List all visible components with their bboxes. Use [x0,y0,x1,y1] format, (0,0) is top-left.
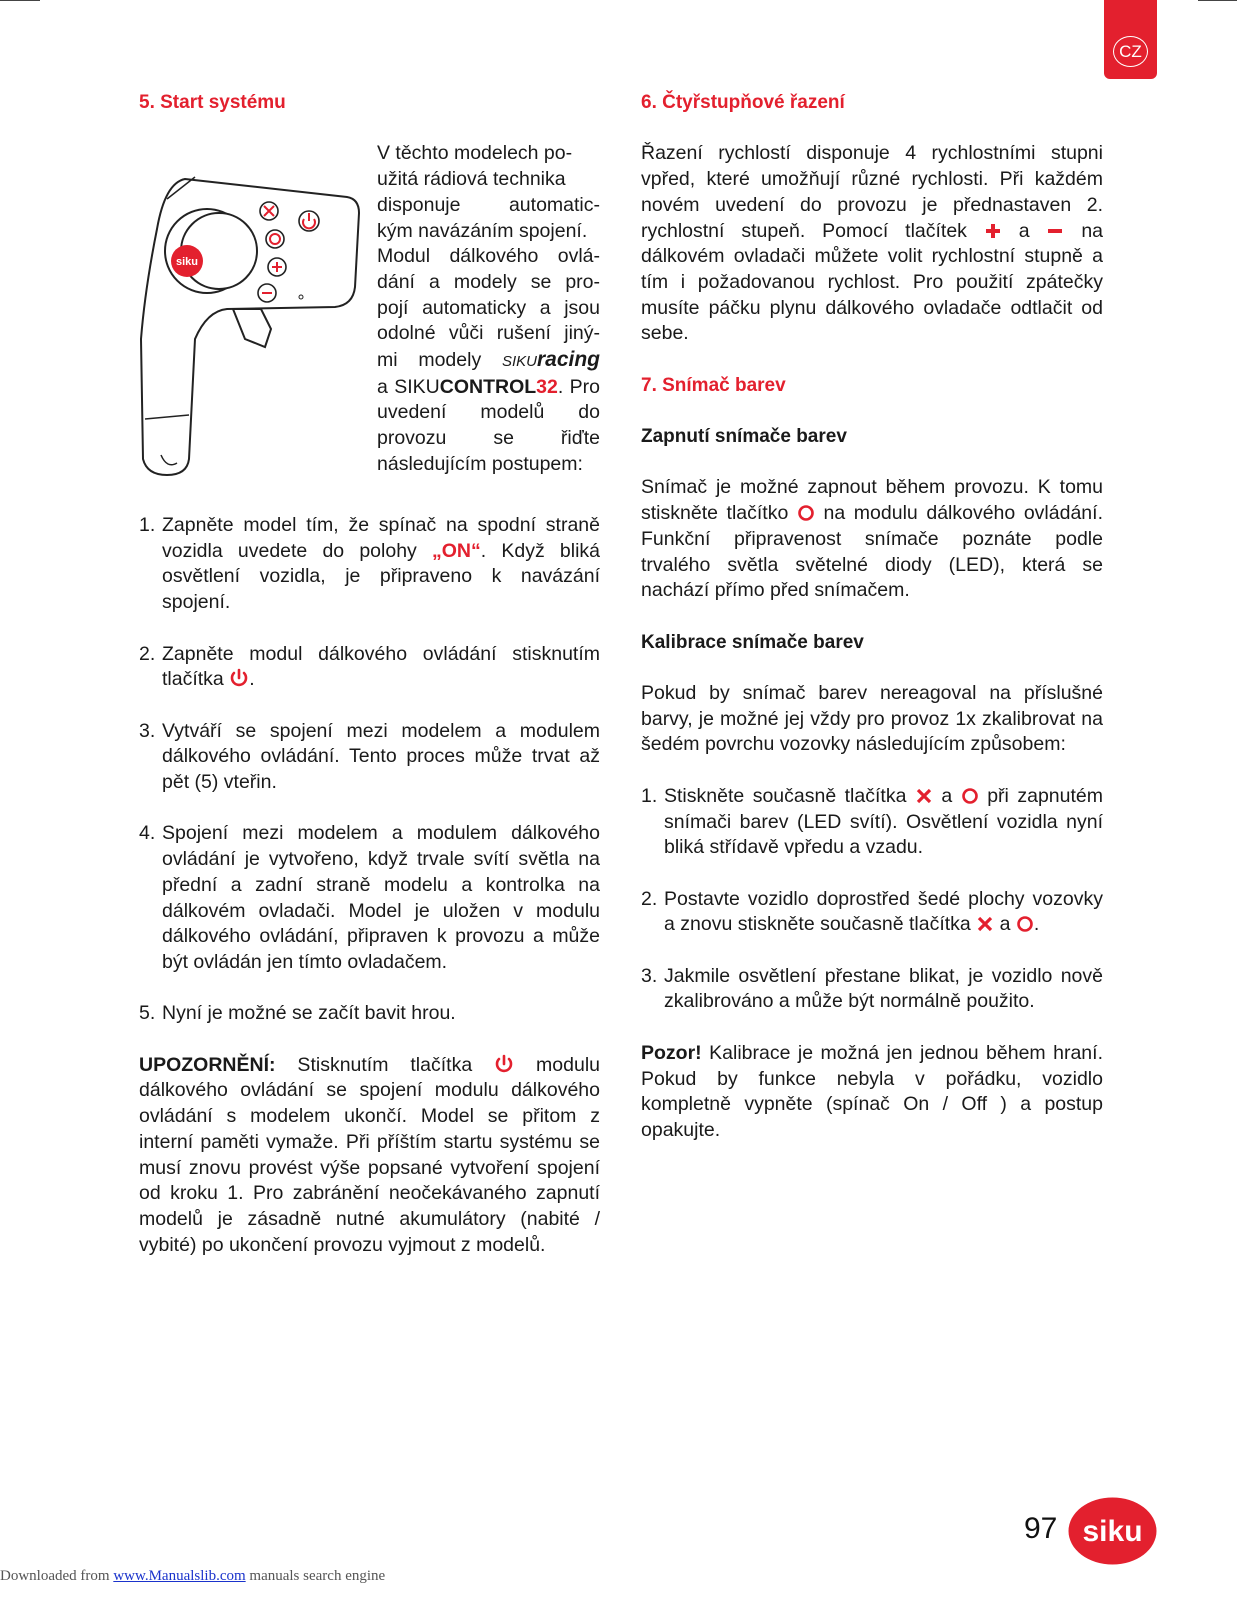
step-text: Zapněte modul dálkového ovládání stisknutím tlačítka [162,642,600,691]
minus-icon [1046,222,1064,240]
section-7-heading: 7. Snímač barev [641,374,786,396]
note-paragraph [641,1041,1103,1144]
intro-paragraph [377,141,600,477]
manualslib-link[interactable]: www.Manualslib.com [113,1568,246,1584]
sensor-on-subheading: Zapnutí snímače barev [641,426,847,448]
intro-line: disponuje automatic- [377,193,600,216]
power-icon [229,668,249,688]
siku-racing-logo [502,349,600,371]
x-button-icon [976,915,994,933]
step-text: Stiskněte současně tlačítka [664,784,915,807]
warning-label: UPOZORNĚNÍ: [139,1053,276,1076]
step-text: a [932,784,961,807]
startup-steps-list [139,513,600,1027]
siku-racing-racing: racing [536,348,601,372]
right-column [641,90,1103,1144]
plus-icon [984,222,1002,240]
sensor-text: na modulu dálkového ovládání. Funkční připravenost snímače poznáte podle trvalého světla světelné diody (LED), která se nachází přímo před snímačem. [641,502,1103,602]
left-column [139,90,600,1258]
gear-text: na dálkovém ovladači můžete volit rychlostní stupně a tím i požadovanou rychlost. Pro použití zpátečky musíte páčku plynu dálkového ovladače odtlačit od sebe. [641,219,1104,345]
intro-line [377,347,600,375]
footer-prefix: Downloaded from [0,1568,114,1584]
step-number: 3. [139,719,156,742]
remote-control-illustration [137,169,369,481]
note-text: Kalibrace je možná jen jednou během hraní. Pokud by funkce nebyla v pořádku, vozidlo kompletně vypněte (spínač On / Off ) a postup opakujte. [641,1041,1103,1141]
step-text: Nyní je možné se začít bavit hrou. [162,1002,456,1025]
step-number: 1. [641,784,658,807]
cal-step-3 [641,964,1103,1015]
step-2 [139,642,600,693]
step-number: 1. [139,514,156,537]
step-text: . Když bliká osvětlení vozidla, je připraveno k navázání spojení. [162,539,600,614]
gear-paragraph [641,141,1103,347]
cal-step-1 [641,784,1103,861]
siku-logo [1068,1497,1157,1565]
calibration-paragraph: Pokud by snímač barev nereagoval na příslušné barvy, je možné jej vždy pro provoz 1x zkalibrovat na šedém povrchu vozovky následujícím způsobem: [641,682,1103,756]
intro-line-text: mi modely [377,349,482,372]
on-highlight: „ON“ [432,539,481,562]
intro-block [139,141,600,481]
step-text: Spojení mezi modelem a modulem dálkového ovládání je vytvořeno, když trvale svítí světla na přední a zadní straně modelu a kontrolka na dálkovém ovladači. Model je uložen v modulu dálkového ovládání, připraven k provozu a může být ovládán jen tímto ovladačem. [162,822,600,973]
intro-line: V těchto modelech po- [377,142,573,165]
language-badge: CZ [1113,36,1148,67]
section-5-heading: 5. Start systému [139,92,286,113]
gear-text: Řazení rychlostí disponuje 4 rychlostními stupni vpřed, které umožňují různé rychlosti. Při každém novém uvedení do provozu je přednastaven 2. rychlostní stupeň. Pomocí tlačítek [641,142,1103,242]
control-32: 32 [536,375,558,398]
step-number: 5. [139,1002,156,1025]
calibration-subheading: Kalibrace snímače barev [641,631,864,653]
remote-brand-text: siku [175,256,199,269]
intro-rest: . Pro uvedení modelů do provozu se řiďte následujícím postupem: [377,375,601,475]
step-text: Zapněte model tím, že spínač na spodní straně vozidla uvedete do polohy [162,514,600,562]
step-number: 3. [641,964,658,987]
crop-mark [1198,0,1237,1]
intro-a: a SIKU [377,375,440,398]
power-icon [494,1054,514,1074]
step-3 [139,719,600,796]
note-label: Pozor! [641,1041,702,1064]
intro-line: Modul dálkového ovlá- [377,245,600,268]
intro-line: dání a modely se pro- [377,270,600,293]
page-number: 97 [1024,1512,1058,1545]
step-text: Jakmile osvětlení přestane blikat, je vozidlo nově zkalibrováno a může být normálně použito. [664,964,1103,1013]
step-1 [139,513,600,616]
calibration-steps-list [641,784,1103,1015]
intro-line: odolné vůči rušení jiný- [377,322,600,345]
warning-text: modulu dálkového ovládání se spojení modulu dálkového ovládání s modelem ukončí. Model se přitom z interní paměti vymaže. Při příštím startu systému se musí znovu provést výše popsané vytvoření spojení od kroku 1. Pro zabránění neočekávaného zapnutí modelů je zásadně nutné akumulátory (nabité / vybité) po ukončení provozu vyjmout z modelů. [139,1053,600,1256]
x-button-icon [915,787,933,805]
control-text: CONTROL [439,375,537,398]
cal-step-2 [641,887,1103,938]
footer-suffix: manuals search engine [245,1568,386,1584]
sensor-on-paragraph [641,475,1103,604]
siku-racing-siku: SIKU [501,353,537,371]
step-text: při zapnutém snímači barev (LED svítí). Osvětlení vozidla nyní bliká střídavě vpředu a vzadu. [664,784,1103,859]
intro-line: užitá rádiová technika [377,168,566,191]
section-6-heading: 6. Čtyřstupňové řazení [641,92,845,113]
circle-button-icon [797,504,815,522]
circle-button-icon [961,787,979,805]
step-text: . [249,668,255,691]
warning-paragraph [139,1053,600,1259]
crop-mark [0,0,40,1]
intro-line [377,375,600,478]
step-number: 4. [139,822,156,845]
intro-line: kým navázáním spojení. [377,219,588,242]
step-number: 2. [139,642,156,665]
download-footer [0,1568,385,1585]
gear-text: a [1001,219,1047,242]
step-text: Vytváří se spojení mezi modelem a modulem dálkového ovládání. Tento proces může trvat až pět (5) vteřin. [162,719,600,794]
step-text: . [1033,913,1040,936]
step-5 [139,1001,600,1027]
step-4 [139,821,600,975]
logo-text: siku [1082,1515,1143,1548]
step-text: Postavte vozidlo doprostřed šedé plochy vozovky a znovu stiskněte současně tlačítka [664,887,1103,936]
step-number: 2. [641,887,658,910]
sensor-text: Snímač je možné zapnout během provozu. K tomu stiskněte tlačítko [641,476,1103,525]
circle-button-icon [1016,915,1034,933]
intro-line: pojí automaticky a jsou [377,296,600,319]
step-text: a [994,913,1016,936]
warning-text: Stisknutím tlačítka [275,1053,495,1076]
